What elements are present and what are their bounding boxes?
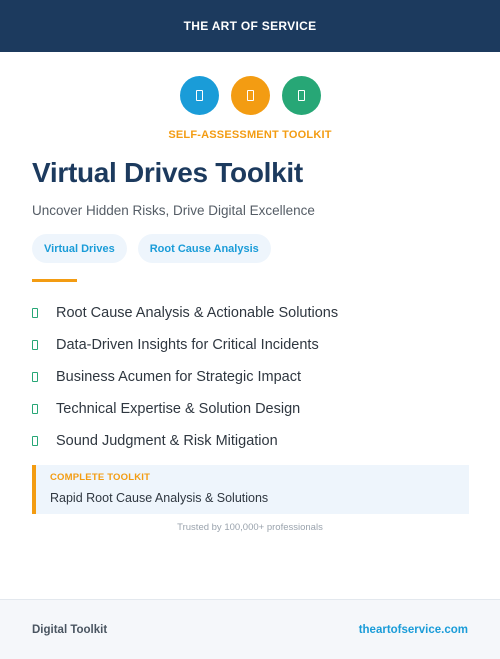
feature-text: Root Cause Analysis & Actionable Solutions	[56, 305, 339, 321]
footer-bar	[0, 599, 500, 659]
check-icon	[32, 372, 38, 382]
feature-text: Sound Judgment & Risk Mitigation	[56, 433, 278, 449]
callout-text: Rapid Root Cause Analysis & Solutions	[50, 491, 269, 505]
icon-row	[0, 76, 500, 115]
footer-label: Digital Toolkit	[32, 623, 108, 636]
feature-list	[32, 297, 338, 457]
kicker-label: SELF-ASSESSMENT TOOLKIT	[168, 129, 332, 141]
website-link[interactable]: theartofservice.com	[358, 623, 468, 636]
feature-text: Business Acumen for Strategic Impact	[56, 369, 301, 385]
trust-note: Trusted by 100,000+ professionals	[177, 522, 323, 533]
check-icon	[32, 340, 38, 350]
feature-item	[32, 329, 338, 361]
accent-divider	[32, 279, 77, 282]
blue-square-icon	[180, 76, 219, 115]
check-icon	[32, 308, 38, 318]
brand-name: THE ART OF SERVICE	[183, 19, 317, 33]
feature-item	[32, 361, 338, 393]
feature-item	[32, 425, 338, 457]
feature-item	[32, 297, 338, 329]
check-icon	[32, 436, 38, 446]
green-square-icon	[282, 76, 321, 115]
feature-text: Data-Driven Insights for Critical Incidents	[56, 337, 319, 353]
header-bar	[0, 0, 500, 52]
callout-label: COMPLETE TOOLKIT	[50, 472, 151, 483]
check-icon	[32, 404, 38, 414]
orange-square-icon	[231, 76, 270, 115]
tag-list	[32, 234, 271, 263]
feature-item	[32, 393, 338, 425]
tag-root-cause-analysis: Root Cause Analysis	[138, 234, 271, 263]
feature-text: Technical Expertise & Solution Design	[56, 401, 301, 417]
toolkit-callout	[32, 465, 469, 514]
subtitle: Uncover Hidden Risks, Drive Digital Excellence	[32, 203, 315, 218]
tag-virtual-drives: Virtual Drives	[32, 234, 127, 263]
page-title: Virtual Drives Toolkit	[32, 157, 303, 188]
